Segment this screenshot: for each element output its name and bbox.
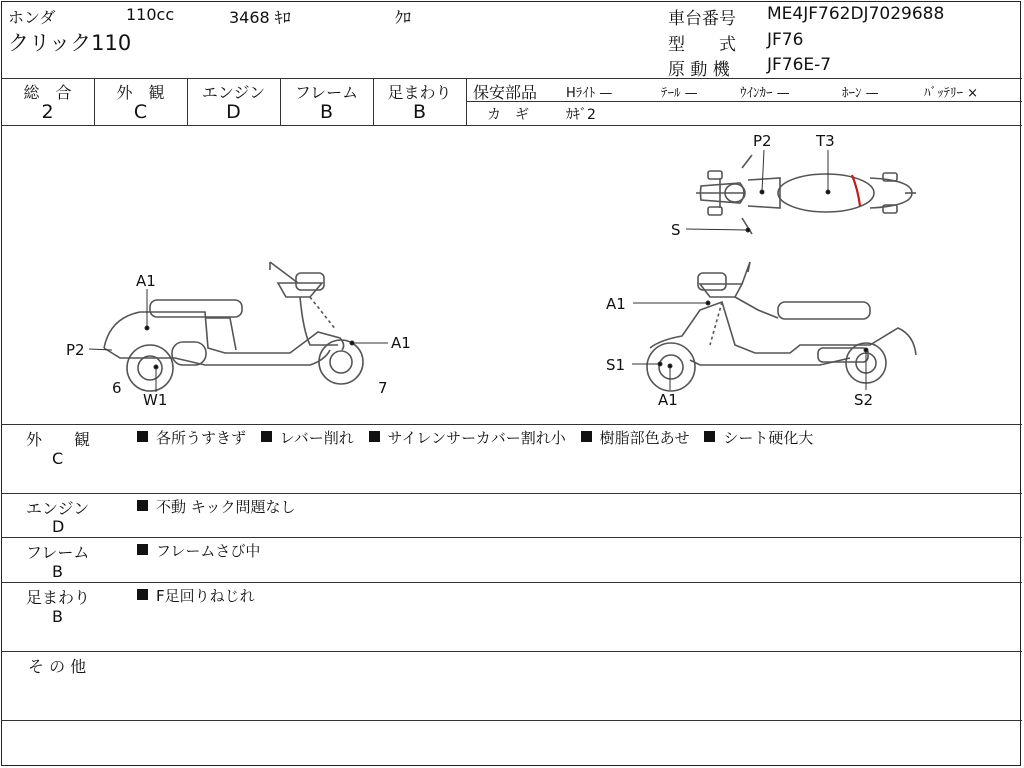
- grade-exterior-value: C: [133, 101, 148, 123]
- label-6: 6: [112, 379, 122, 397]
- note-item: 樹脂部色あせ: [599, 429, 690, 447]
- maker: ホンダ: [8, 8, 56, 27]
- engine-value: JF76E-7: [767, 55, 832, 75]
- divider: [1, 720, 1022, 721]
- note-item: 不動 キック問題なし: [156, 498, 296, 516]
- note-item: F足回りねじれ: [156, 587, 255, 605]
- section-suspension-grade: B: [52, 607, 63, 626]
- section-frame-notes: [137, 540, 270, 561]
- frame-no: ME4JF762DJ7029688: [767, 4, 945, 24]
- note-item: シート硬化大: [723, 429, 814, 447]
- scooter-diagram: [0, 126, 1024, 424]
- grade-frame-value: B: [319, 101, 334, 123]
- grade-suspension-label: 足まわり: [387, 83, 452, 102]
- note-item: サイレンサーカバー割れ小: [387, 429, 566, 447]
- label-t3: T3: [816, 132, 835, 150]
- grade-overall-value: 2: [41, 101, 54, 123]
- bullet-icon: [137, 500, 148, 511]
- frame-no-label: 車台番号: [668, 9, 736, 29]
- safety-headlight: Hﾗｲﾄ —: [566, 86, 613, 101]
- type-value: JF76: [767, 30, 804, 50]
- divider: [1, 537, 1022, 538]
- bullet-icon: [137, 589, 148, 600]
- label-p2-top: P2: [753, 132, 772, 150]
- engine-label: 原 動 機: [668, 60, 730, 80]
- color: ｸﾛ: [395, 8, 412, 27]
- label-7: 7: [378, 379, 388, 397]
- label-s1: S1: [606, 356, 626, 374]
- safety-label: 保安部品: [473, 83, 538, 102]
- bullet-icon: [704, 431, 715, 442]
- bullet-icon: [137, 544, 148, 555]
- grade-suspension-value: B: [412, 101, 427, 123]
- bullet-icon: [261, 431, 272, 442]
- section-exterior-grade: C: [52, 449, 64, 468]
- label-a1-left-top: A1: [136, 272, 156, 290]
- type-label: 型 式: [668, 35, 736, 55]
- label-a1-left-right: A1: [391, 334, 411, 352]
- section-exterior-notes: [137, 427, 823, 448]
- section-engine-title: エンジン: [26, 499, 90, 518]
- grade-overall-label: 総 合: [23, 83, 72, 102]
- section-engine-notes: [137, 496, 305, 517]
- bullet-icon: [369, 431, 380, 442]
- section-engine-grade: D: [52, 517, 65, 536]
- section-frame-title: フレーム: [26, 543, 90, 562]
- note-item: レバー削れ: [279, 429, 354, 447]
- displacement: 110cc: [126, 5, 175, 24]
- key-value: ｶｷﾞ2: [566, 107, 596, 123]
- divider: [1, 424, 1022, 425]
- safety-battery: ﾊﾞｯﾃﾘｰ ×: [924, 86, 979, 101]
- mileage: 3468 ｷﾛ: [229, 8, 291, 27]
- model-name: クリック110: [8, 31, 132, 55]
- note-item: 各所うすきず: [156, 429, 247, 447]
- key-label: カ ギ: [487, 107, 529, 123]
- section-exterior-title: 外 観: [26, 430, 91, 449]
- safety-horn: ﾎｰﾝ —: [842, 86, 879, 101]
- right-side-scooter: [647, 262, 916, 391]
- safety-taillight: ﾃｰﾙ —: [661, 86, 698, 101]
- label-a1-right-bottom: A1: [658, 391, 678, 409]
- divider: [1, 78, 1022, 79]
- section-suspension-title: 足まわり: [26, 588, 91, 607]
- grade-engine-value: D: [226, 101, 241, 123]
- bullet-icon: [581, 431, 592, 442]
- divider: [1, 582, 1022, 583]
- top-view-scooter: [696, 155, 916, 234]
- bullet-icon: [137, 431, 148, 442]
- divider: [466, 101, 1022, 102]
- grade-frame-label: フレーム: [294, 83, 359, 102]
- label-s-top: S: [671, 221, 681, 239]
- label-s2: S2: [854, 391, 874, 409]
- safety-winker: ｳｲﾝｶｰ —: [740, 86, 790, 101]
- grade-engine-label: エンジン: [201, 83, 266, 102]
- section-frame-grade: B: [52, 562, 63, 581]
- label-w1: W1: [143, 391, 168, 409]
- section-suspension-notes: [137, 585, 265, 606]
- grade-exterior-label: 外 観: [116, 83, 165, 102]
- section-other-title: そ の 他: [28, 657, 87, 676]
- label-a1-right-top: A1: [606, 295, 626, 313]
- divider: [1, 651, 1022, 652]
- label-p2-left: P2: [66, 341, 85, 359]
- divider: [1, 493, 1022, 494]
- note-item: フレームさび中: [156, 542, 261, 560]
